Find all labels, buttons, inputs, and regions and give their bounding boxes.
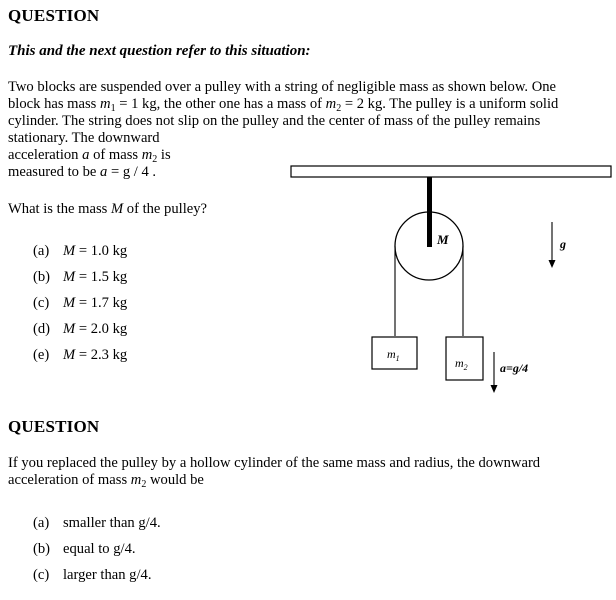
intro-text: This and the next question refer to this situation: [8,43,311,59]
problem-line: acceleration a of mass $m_2$ is [8,147,171,165]
block-m2 [446,337,483,380]
problem-line: Two blocks are suspended over a pulley with a string of negligible mass as shown below. One [8,79,557,95]
problem-line: block has mass $m_1 = 1$ kg, the other one has a mass of $m_2 = 2$ kg. The pulley is a uniform solid [8,96,559,114]
answer-option-c[interactable]: (c) M = 1.7 kg [33,295,128,311]
problem-line: cylinder. The string does not slip on the pulley and the center of mass of the pulley remains [8,113,541,129]
block-m1-label: $m_1$ [387,347,400,363]
acceleration-arrow-head [491,385,498,393]
block-m2-label: $m_2$ [455,356,468,372]
ceiling-beam [291,166,611,177]
pulley-mass-label: M [437,232,449,247]
problem-line: stationary. The downward [8,130,160,146]
pulley-support-rod [427,177,432,247]
question-heading-2: QUESTION [8,417,100,436]
question-prompt: What is the mass M of the pulley? [8,201,208,217]
answer-option-a[interactable]: (a) M = 1.0 kg [33,243,128,259]
answer-option-e[interactable]: (e) M = 2.3 kg [33,347,128,363]
gravity-arrow-head [549,260,556,268]
q2-answer-option-b[interactable]: (b) equal to g/4. [33,541,136,557]
q2-answer-option-c[interactable]: (c) larger than g/4. [33,567,152,583]
problem-line: measured to be a = g / 4 . [8,164,157,180]
gravity-label: g [560,237,566,251]
acceleration-label: a=g/4 [500,361,529,375]
q2-answer-option-a[interactable]: (a) smaller than g/4. [33,515,161,531]
q2-text-line: If you replaced the pulley by a hollow cylinder of the same mass and radius, the downward [8,455,541,471]
answer-option-b[interactable]: (b) M = 1.5 kg [33,269,128,285]
answer-option-d[interactable]: (d) M = 2.0 kg [33,321,128,337]
question-heading: QUESTION [8,6,100,25]
q2-text-line: acceleration of mass $m_2$ would be [8,472,204,490]
